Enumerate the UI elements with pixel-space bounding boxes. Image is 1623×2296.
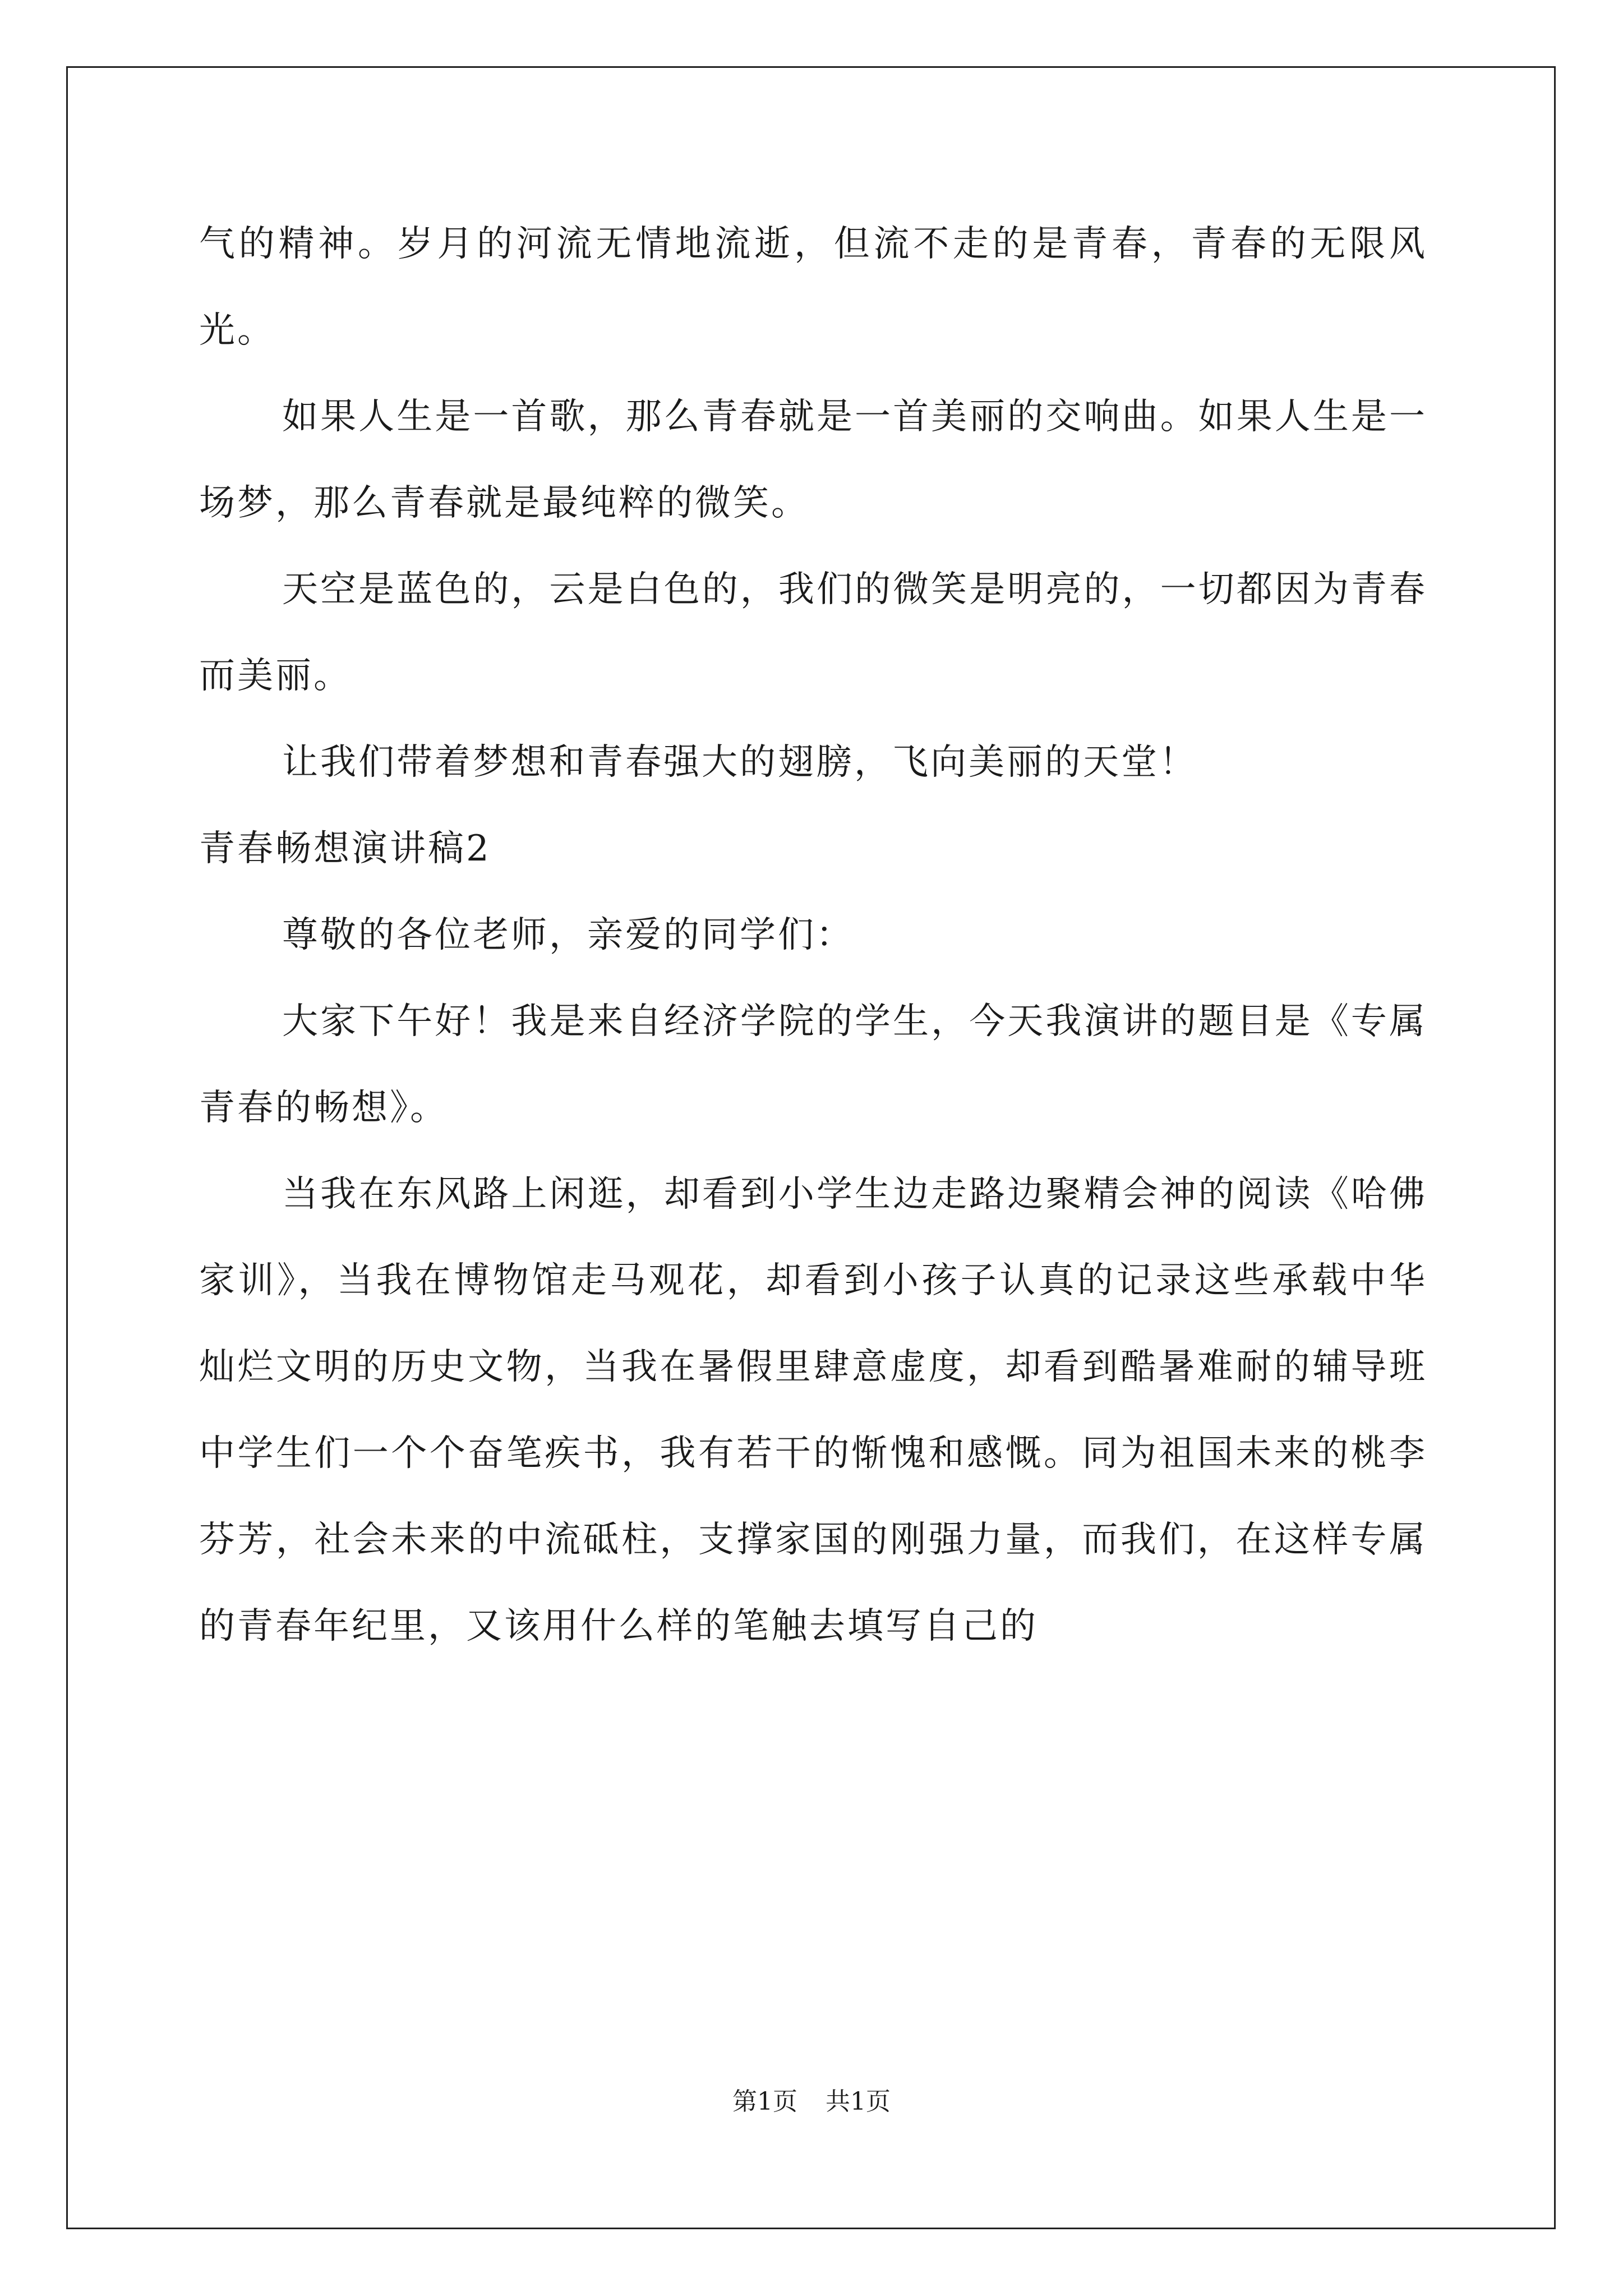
page-footer	[0, 2081, 1623, 2117]
paragraph: 让我们带着梦想和青春强大的翅膀，飞向美丽的天堂！	[282, 742, 1197, 783]
salutation: 尊敬的各位老师，亲爱的同学们：	[282, 914, 854, 956]
page-number: 第1页	[732, 2087, 797, 2116]
document-body	[199, 201, 1427, 1669]
paragraph: 天空是蓝色的，云是白色的，我们的微笑是明亮的，一切都因为青春而美丽。	[199, 569, 1427, 697]
section-title: 青春畅想演讲稿2	[199, 828, 491, 869]
paragraph: 如果人生是一首歌，那么青春就是一首美丽的交响曲。如果人生是一场梦，那么青春就是最纯粹的微笑。	[199, 396, 1427, 524]
paragraph: 气的精神。岁月的河流无情地流逝，但流不走的是青春，青春的无限风光。	[199, 223, 1427, 351]
paragraph: 大家下午好！我是来自经济学院的学生，今天我演讲的题目是《专属青春的畅想》。	[199, 1001, 1427, 1129]
paragraph: 当我在东风路上闲逛，却看到小学生边走路边聚精会神的阅读《哈佛家训》，当我在博物馆走马观花，却看到小孩子认真的记录这些承载中华灿烂文明的历史文物，当我在暑假里肆意虚度，却看到酷暑难耐的辅导班中学生们一个个奋笔疾书，我有若干的惭愧和感慨。同为祖国未来的桃李芬芳，社会未来的中流砥柱，支撑家国的刚强力量，而我们，在这样专属的青春年纪里，又该用什么样的笔触去填写自己的	[199, 1174, 1427, 1647]
page-total: 共1页	[826, 2087, 891, 2116]
